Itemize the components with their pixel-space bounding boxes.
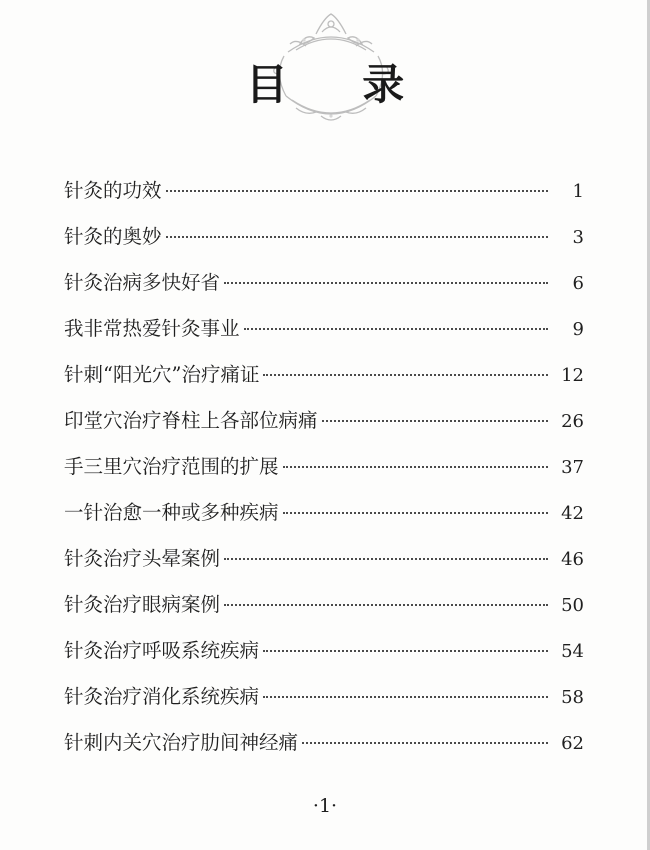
page-number: ·1· (312, 795, 338, 817)
toc-entry-title: 印堂穴治疗脊柱上各部位病痛 (64, 409, 318, 432)
dot-leader (283, 466, 548, 468)
toc-entry-page: 58 (561, 687, 584, 708)
toc-entry-title: 针刺内关穴治疗肋间神经痛 (64, 731, 299, 754)
dot-leader (244, 328, 548, 330)
toc-entry-page: 9 (572, 319, 584, 340)
dot-leader (224, 558, 548, 560)
toc-entry[interactable] (64, 497, 584, 543)
dot-leader (302, 742, 548, 744)
toc-entry[interactable] (64, 727, 584, 773)
toc-entry-title: 我非常热爱针灸事业 (64, 317, 240, 340)
toc-entry-title: 针刺“阳光穴”治疗痛证 (64, 363, 260, 386)
toc-entry-page: 42 (561, 503, 584, 524)
toc-entry-page: 6 (572, 273, 584, 294)
dot-leader (263, 696, 548, 698)
toc-entry-page: 54 (561, 641, 584, 662)
toc-entry-title: 一针治愈一种或多种疾病 (64, 501, 279, 524)
toc-entry[interactable] (64, 221, 584, 267)
toc-entry-title: 针灸治疗呼吸系统疾病 (64, 639, 260, 662)
dot-leader (166, 236, 548, 238)
toc-entry[interactable] (64, 451, 584, 497)
page-title: 目 录 (245, 60, 435, 109)
toc-entry[interactable] (64, 267, 584, 313)
toc-entry-title: 针灸治病多快好省 (64, 271, 221, 294)
toc-entry[interactable] (64, 635, 584, 681)
toc-entry-page: 3 (572, 227, 584, 248)
toc-entry-title: 针灸治疗眼病案例 (64, 593, 221, 616)
toc-entry-page: 62 (561, 733, 584, 754)
dot-leader (283, 512, 548, 514)
dot-leader (224, 604, 548, 606)
dot-leader (166, 190, 548, 192)
toc-entry-title: 针灸的功效 (64, 179, 162, 202)
table-of-contents (64, 175, 584, 773)
dot-leader (263, 650, 548, 652)
toc-entry-title: 手三里穴治疗范围的扩展 (64, 455, 279, 478)
dot-leader (322, 420, 548, 422)
toc-entry-page: 50 (561, 595, 584, 616)
toc-entry[interactable] (64, 543, 584, 589)
dot-leader (224, 282, 548, 284)
toc-entry[interactable] (64, 589, 584, 635)
toc-entry-title: 针灸的奥妙 (64, 225, 162, 248)
toc-entry-title: 针灸治疗头晕案例 (64, 547, 221, 570)
dot-leader (263, 374, 548, 376)
toc-entry-page: 37 (561, 457, 584, 478)
toc-entry-page: 46 (561, 549, 584, 570)
toc-entry[interactable] (64, 175, 584, 221)
toc-entry[interactable] (64, 681, 584, 727)
toc-entry-page: 26 (561, 411, 584, 432)
toc-entry-page: 1 (572, 181, 584, 202)
toc-entry-title: 针灸治疗消化系统疾病 (64, 685, 260, 708)
toc-entry-page: 12 (561, 365, 584, 386)
toc-entry[interactable] (64, 359, 584, 405)
toc-entry[interactable] (64, 313, 584, 359)
toc-entry[interactable] (64, 405, 584, 451)
